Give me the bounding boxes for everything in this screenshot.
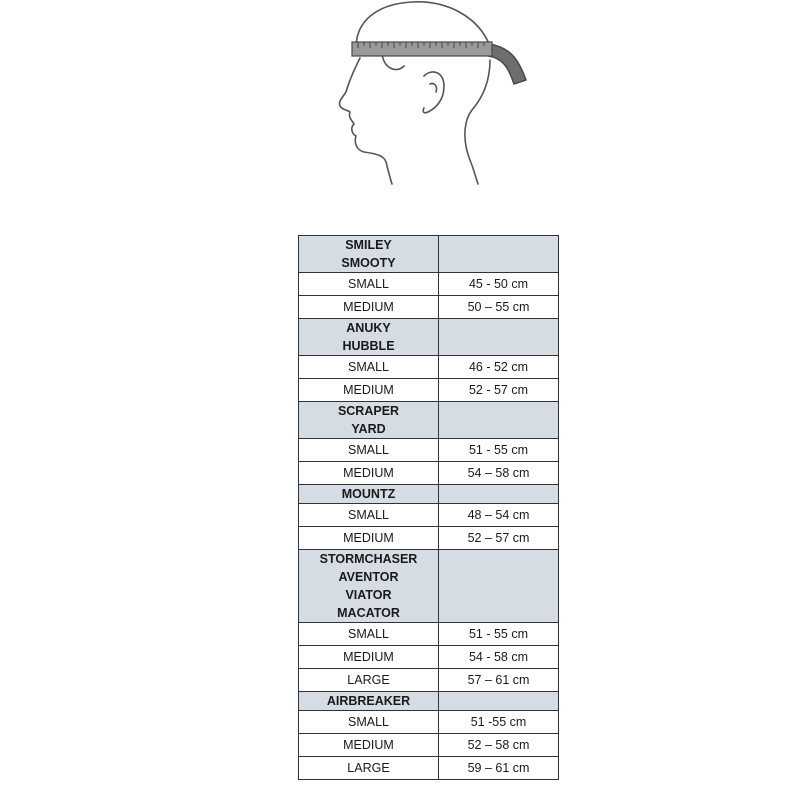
size-label: SMALL xyxy=(299,273,439,296)
size-label: LARGE xyxy=(299,669,439,692)
size-label: SMALL xyxy=(299,439,439,462)
model-group-header xyxy=(299,692,559,711)
size-range: 51 -55 cm xyxy=(439,711,559,734)
size-range: 59 – 61 cm xyxy=(439,757,559,780)
model-names-cell xyxy=(299,550,439,623)
size-range: 51 - 55 cm xyxy=(439,439,559,462)
model-names-cell xyxy=(299,485,439,504)
table-row xyxy=(299,356,559,379)
table-row xyxy=(299,757,559,780)
model-name: ANUKY xyxy=(346,321,391,335)
size-range: 57 – 61 cm xyxy=(439,669,559,692)
table-row xyxy=(299,734,559,757)
model-name: YARD xyxy=(351,422,386,436)
model-group-header xyxy=(299,402,559,439)
size-label: MEDIUM xyxy=(299,527,439,550)
model-header-empty-cell xyxy=(439,550,559,623)
size-range: 52 – 57 cm xyxy=(439,527,559,550)
size-chart-table xyxy=(298,235,559,780)
model-name: MOUNTZ xyxy=(341,487,396,501)
table-row xyxy=(299,669,559,692)
model-name: AIRBREAKER xyxy=(326,694,411,708)
head-measuring-tape-icon xyxy=(320,0,540,190)
model-names-cell xyxy=(299,692,439,711)
model-names-cell xyxy=(299,319,439,356)
model-name: SCRAPER xyxy=(337,404,400,418)
table-row xyxy=(299,711,559,734)
model-group-header xyxy=(299,236,559,273)
table-row xyxy=(299,296,559,319)
table-row xyxy=(299,504,559,527)
model-header-empty-cell xyxy=(439,236,559,273)
table-row xyxy=(299,527,559,550)
size-range: 50 – 55 cm xyxy=(439,296,559,319)
size-range: 51 - 55 cm xyxy=(439,623,559,646)
table-row xyxy=(299,646,559,669)
model-header-empty-cell xyxy=(439,319,559,356)
model-group-header xyxy=(299,485,559,504)
size-label: SMALL xyxy=(299,711,439,734)
size-label: MEDIUM xyxy=(299,462,439,485)
size-label: SMALL xyxy=(299,504,439,527)
model-name: AVENTOR xyxy=(338,570,399,584)
size-range: 45 - 50 cm xyxy=(439,273,559,296)
size-range: 48 – 54 cm xyxy=(439,504,559,527)
size-label: MEDIUM xyxy=(299,646,439,669)
model-name: VIATOR xyxy=(345,588,392,602)
model-name: SMOOTY xyxy=(341,256,396,270)
size-label: SMALL xyxy=(299,356,439,379)
size-label: LARGE xyxy=(299,757,439,780)
model-group-header xyxy=(299,319,559,356)
size-label: SMALL xyxy=(299,623,439,646)
table-row xyxy=(299,439,559,462)
size-label: MEDIUM xyxy=(299,734,439,757)
size-label: MEDIUM xyxy=(299,379,439,402)
model-header-empty-cell xyxy=(439,485,559,504)
model-names-cell xyxy=(299,236,439,273)
table-row xyxy=(299,379,559,402)
model-names-cell xyxy=(299,402,439,439)
model-header-empty-cell xyxy=(439,402,559,439)
table-row xyxy=(299,623,559,646)
size-range: 52 - 57 cm xyxy=(439,379,559,402)
size-range: 52 – 58 cm xyxy=(439,734,559,757)
table-row xyxy=(299,273,559,296)
size-range: 54 – 58 cm xyxy=(439,462,559,485)
model-group-header xyxy=(299,550,559,623)
size-range: 54 - 58 cm xyxy=(439,646,559,669)
model-header-empty-cell xyxy=(439,692,559,711)
table-row xyxy=(299,462,559,485)
model-name: MACATOR xyxy=(337,606,400,620)
size-label: MEDIUM xyxy=(299,296,439,319)
model-name: SMILEY xyxy=(345,238,392,252)
size-range: 46 - 52 cm xyxy=(439,356,559,379)
model-name: STORMCHASER xyxy=(319,552,418,566)
model-name: HUBBLE xyxy=(342,339,395,353)
